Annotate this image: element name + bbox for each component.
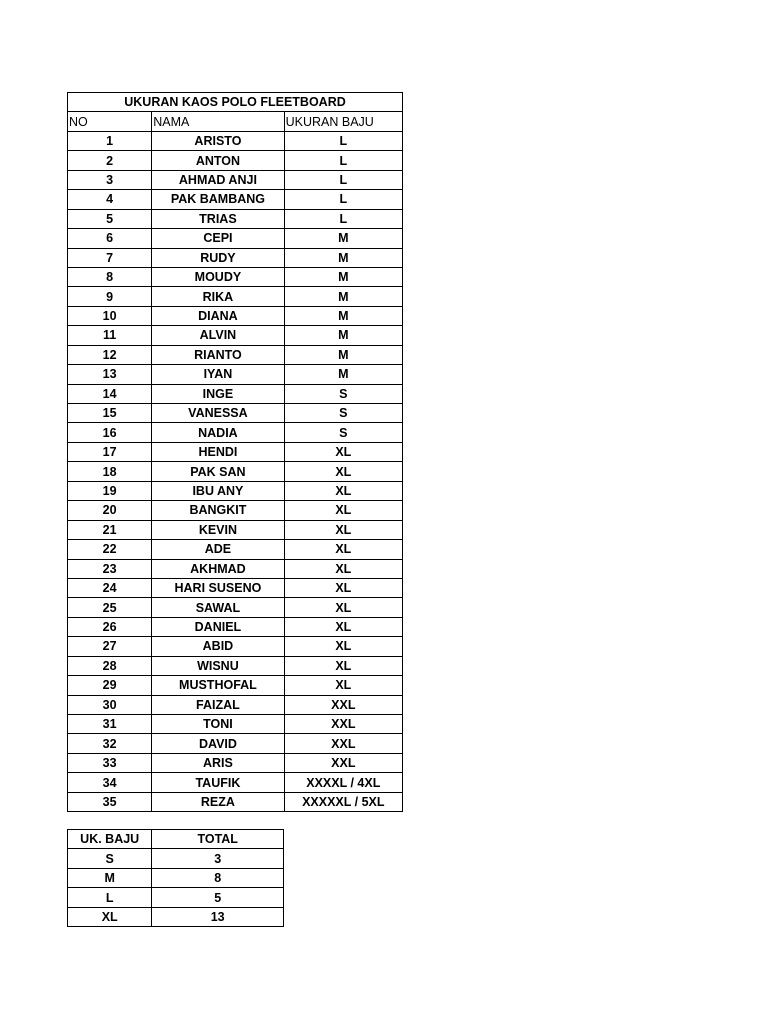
row-nama: HARI SUSENO xyxy=(152,578,284,597)
summary-row xyxy=(68,907,284,926)
row-no: 18 xyxy=(68,462,152,481)
row-ukuran: XXL xyxy=(284,734,402,753)
row-ukuran: M xyxy=(284,267,402,286)
summary-size: L xyxy=(68,888,152,907)
row-no: 31 xyxy=(68,715,152,734)
row-no: 9 xyxy=(68,287,152,306)
row-no: 3 xyxy=(68,170,152,189)
table-row xyxy=(68,151,403,170)
row-no: 35 xyxy=(68,792,152,811)
row-nama: RIANTO xyxy=(152,345,284,364)
row-ukuran: XL xyxy=(284,520,402,539)
table-row xyxy=(68,287,403,306)
row-nama: PAK SAN xyxy=(152,462,284,481)
row-no: 20 xyxy=(68,501,152,520)
table-row xyxy=(68,695,403,714)
row-ukuran: XL xyxy=(284,598,402,617)
row-nama: ARIS xyxy=(152,753,284,772)
summary-total: 5 xyxy=(152,888,284,907)
row-ukuran: M xyxy=(284,365,402,384)
header-ukuran-baju: UKURAN BAJU xyxy=(284,112,402,131)
row-nama: DANIEL xyxy=(152,617,284,636)
summary-header-size: UK. BAJU xyxy=(68,830,152,849)
summary-total: 13 xyxy=(152,907,284,926)
table-row xyxy=(68,773,403,792)
summary-table xyxy=(67,829,284,927)
row-ukuran: S xyxy=(284,384,402,403)
row-ukuran: M xyxy=(284,229,402,248)
row-ukuran: XXXXL / 4XL xyxy=(284,773,402,792)
row-nama: KEVIN xyxy=(152,520,284,539)
row-ukuran: XL xyxy=(284,540,402,559)
row-nama: WISNU xyxy=(152,656,284,675)
row-no: 30 xyxy=(68,695,152,714)
table-row xyxy=(68,462,403,481)
row-no: 29 xyxy=(68,676,152,695)
row-no: 7 xyxy=(68,248,152,267)
row-nama: HENDI xyxy=(152,442,284,461)
summary-row xyxy=(68,849,284,868)
row-nama: REZA xyxy=(152,792,284,811)
row-no: 17 xyxy=(68,442,152,461)
row-nama: ANTON xyxy=(152,151,284,170)
row-ukuran: XXL xyxy=(284,715,402,734)
row-nama: VANESSA xyxy=(152,404,284,423)
row-nama: CEPI xyxy=(152,229,284,248)
summary-row xyxy=(68,868,284,887)
row-ukuran: M xyxy=(284,248,402,267)
size-table-body xyxy=(68,93,403,812)
row-no: 33 xyxy=(68,753,152,772)
row-nama: DAVID xyxy=(152,734,284,753)
row-nama: TONI xyxy=(152,715,284,734)
row-no: 32 xyxy=(68,734,152,753)
row-no: 2 xyxy=(68,151,152,170)
summary-header-row xyxy=(68,830,284,849)
table-row xyxy=(68,520,403,539)
row-no: 19 xyxy=(68,481,152,500)
size-table xyxy=(67,92,403,812)
row-nama: PAK BAMBANG xyxy=(152,190,284,209)
table-title-row xyxy=(68,93,403,112)
table-header-row xyxy=(68,112,403,131)
row-no: 13 xyxy=(68,365,152,384)
table-row xyxy=(68,734,403,753)
table-row xyxy=(68,248,403,267)
row-no: 4 xyxy=(68,190,152,209)
table-row xyxy=(68,131,403,150)
row-no: 10 xyxy=(68,306,152,325)
row-ukuran: XXXXXL / 5XL xyxy=(284,792,402,811)
row-no: 8 xyxy=(68,267,152,286)
row-ukuran: XL xyxy=(284,481,402,500)
row-ukuran: XL xyxy=(284,637,402,656)
row-nama: MUSTHOFAL xyxy=(152,676,284,695)
row-ukuran: S xyxy=(284,423,402,442)
table-row xyxy=(68,656,403,675)
row-ukuran: L xyxy=(284,190,402,209)
row-ukuran: XL xyxy=(284,656,402,675)
row-nama: ARISTO xyxy=(152,131,284,150)
row-ukuran: M xyxy=(284,345,402,364)
summary-size: S xyxy=(68,849,152,868)
summary-total: 3 xyxy=(152,849,284,868)
row-nama: DIANA xyxy=(152,306,284,325)
row-nama: ADE xyxy=(152,540,284,559)
row-ukuran: M xyxy=(284,326,402,345)
summary-header-total: TOTAL xyxy=(152,830,284,849)
row-no: 27 xyxy=(68,637,152,656)
summary-row xyxy=(68,888,284,907)
row-no: 26 xyxy=(68,617,152,636)
row-nama: TAUFIK xyxy=(152,773,284,792)
table-row xyxy=(68,229,403,248)
table-row xyxy=(68,442,403,461)
table-row xyxy=(68,792,403,811)
row-no: 21 xyxy=(68,520,152,539)
row-nama: TRIAS xyxy=(152,209,284,228)
table-row xyxy=(68,267,403,286)
row-ukuran: XL xyxy=(284,676,402,695)
row-no: 34 xyxy=(68,773,152,792)
row-no: 24 xyxy=(68,578,152,597)
row-ukuran: XL xyxy=(284,578,402,597)
table-row xyxy=(68,617,403,636)
row-nama: SAWAL xyxy=(152,598,284,617)
row-no: 22 xyxy=(68,540,152,559)
row-nama: IBU ANY xyxy=(152,481,284,500)
row-ukuran: XXL xyxy=(284,695,402,714)
row-ukuran: L xyxy=(284,151,402,170)
row-ukuran: XL xyxy=(284,501,402,520)
summary-size: M xyxy=(68,868,152,887)
row-ukuran: L xyxy=(284,209,402,228)
table-row xyxy=(68,306,403,325)
table-row xyxy=(68,676,403,695)
table-row xyxy=(68,637,403,656)
row-no: 28 xyxy=(68,656,152,675)
row-nama: IYAN xyxy=(152,365,284,384)
row-no: 23 xyxy=(68,559,152,578)
row-no: 15 xyxy=(68,404,152,423)
row-no: 6 xyxy=(68,229,152,248)
row-no: 1 xyxy=(68,131,152,150)
table-row xyxy=(68,209,403,228)
table-row xyxy=(68,384,403,403)
table-row xyxy=(68,753,403,772)
row-ukuran: L xyxy=(284,170,402,189)
row-ukuran: XL xyxy=(284,442,402,461)
row-no: 11 xyxy=(68,326,152,345)
summary-table-body xyxy=(68,830,284,927)
row-ukuran: M xyxy=(284,306,402,325)
row-ukuran: XXL xyxy=(284,753,402,772)
row-ukuran: XL xyxy=(284,617,402,636)
table-row xyxy=(68,578,403,597)
header-no: NO xyxy=(68,112,152,131)
row-nama: RIKA xyxy=(152,287,284,306)
table-row xyxy=(68,190,403,209)
table-title: UKURAN KAOS POLO FLEETBOARD xyxy=(68,93,403,112)
row-nama: BANGKIT xyxy=(152,501,284,520)
table-row xyxy=(68,365,403,384)
row-nama: ABID xyxy=(152,637,284,656)
row-nama: RUDY xyxy=(152,248,284,267)
row-no: 12 xyxy=(68,345,152,364)
table-row xyxy=(68,501,403,520)
table-row xyxy=(68,326,403,345)
row-ukuran: M xyxy=(284,287,402,306)
row-no: 16 xyxy=(68,423,152,442)
row-nama: FAIZAL xyxy=(152,695,284,714)
table-row xyxy=(68,345,403,364)
table-row xyxy=(68,404,403,423)
row-ukuran: L xyxy=(284,131,402,150)
row-ukuran: S xyxy=(284,404,402,423)
table-row xyxy=(68,481,403,500)
row-no: 5 xyxy=(68,209,152,228)
summary-size: XL xyxy=(68,907,152,926)
table-row xyxy=(68,559,403,578)
table-row xyxy=(68,170,403,189)
row-no: 14 xyxy=(68,384,152,403)
summary-total: 8 xyxy=(152,868,284,887)
row-no: 25 xyxy=(68,598,152,617)
table-row xyxy=(68,540,403,559)
row-nama: NADIA xyxy=(152,423,284,442)
row-ukuran: XL xyxy=(284,462,402,481)
header-nama: NAMA xyxy=(152,112,284,131)
row-nama: INGE xyxy=(152,384,284,403)
row-nama: MOUDY xyxy=(152,267,284,286)
table-row xyxy=(68,715,403,734)
table-row xyxy=(68,423,403,442)
row-ukuran: XL xyxy=(284,559,402,578)
row-nama: AHMAD ANJI xyxy=(152,170,284,189)
row-nama: ALVIN xyxy=(152,326,284,345)
table-row xyxy=(68,598,403,617)
row-nama: AKHMAD xyxy=(152,559,284,578)
